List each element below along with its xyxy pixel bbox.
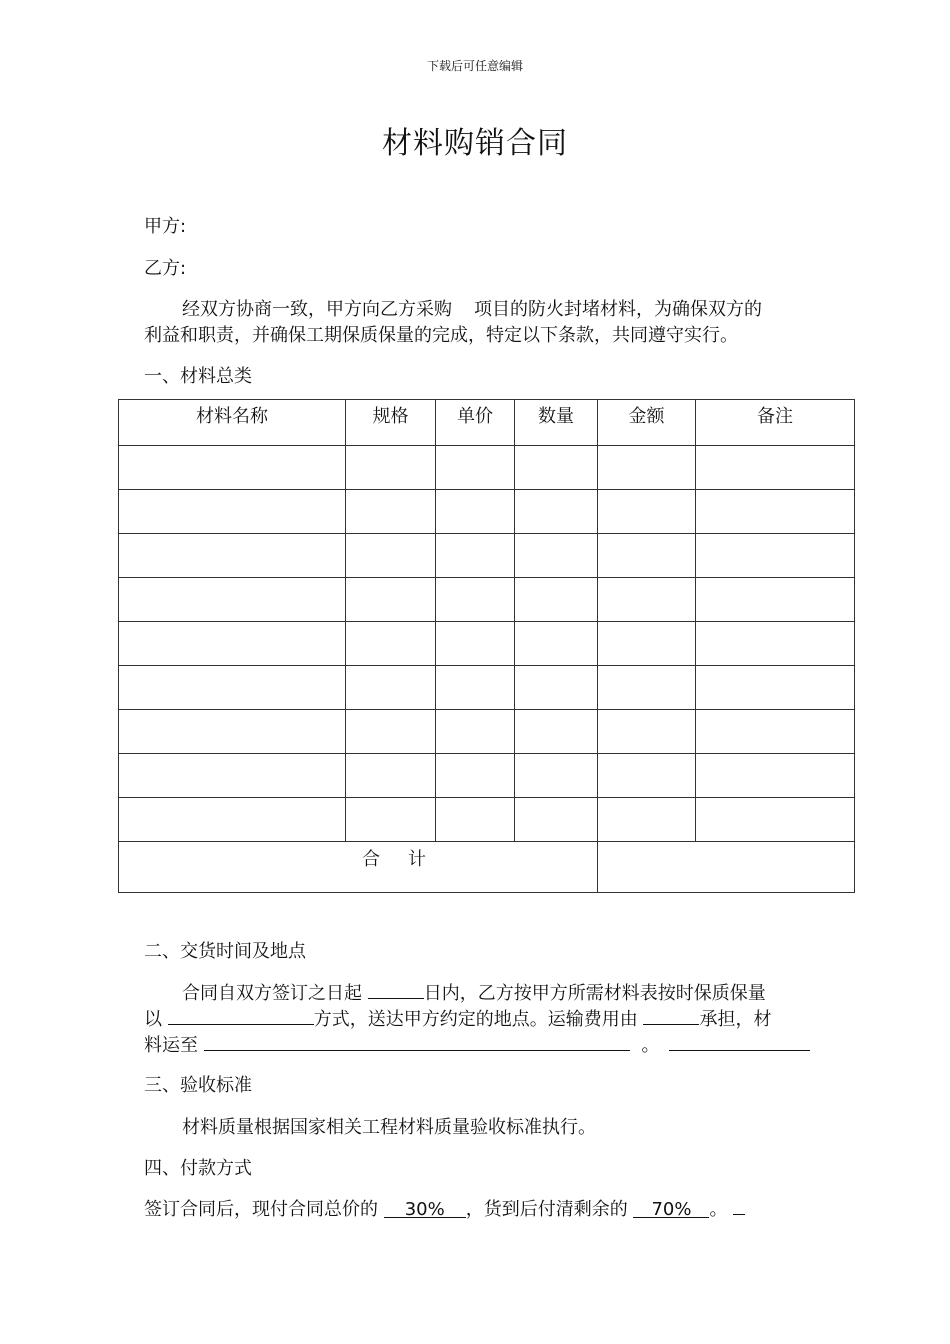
table-cell[interactable] <box>515 490 598 534</box>
table-cell[interactable] <box>515 754 598 798</box>
table-cell[interactable] <box>119 798 346 842</box>
column-header-name: 材料名称 <box>119 400 346 446</box>
delivery-text-f: 料运至 <box>144 1035 198 1056</box>
table-cell[interactable] <box>515 446 598 490</box>
table-cell[interactable] <box>515 578 598 622</box>
delivery-extra-blank[interactable] <box>669 1032 810 1051</box>
column-header-spec: 规格 <box>346 400 436 446</box>
column-header-remarks: 备注 <box>696 400 855 446</box>
table-cell[interactable] <box>436 754 515 798</box>
section-2-heading: 二、交货时间及地点 <box>144 941 306 962</box>
section-1-heading: 一、材料总类 <box>144 366 252 387</box>
table-cell[interactable] <box>346 754 436 798</box>
table-cell[interactable] <box>346 534 436 578</box>
materials-table <box>118 399 855 893</box>
payment-text-b: ，货到后付清剩余的 <box>465 1199 628 1220</box>
table-cell[interactable] <box>598 666 696 710</box>
table-row <box>119 710 855 754</box>
intro-line-2: 利益和职责，并确保工期保质保量的完成，特定以下条款，共同遵守实行。 <box>144 325 738 346</box>
column-header-unit-price: 单价 <box>436 400 515 446</box>
table-cell[interactable] <box>119 754 346 798</box>
table-cell[interactable] <box>436 446 515 490</box>
table-row <box>119 798 855 842</box>
table-cell[interactable] <box>515 622 598 666</box>
delivery-line-2 <box>144 1005 771 1031</box>
table-cell[interactable] <box>598 578 696 622</box>
table-cell[interactable] <box>436 534 515 578</box>
intro-line-1 <box>144 295 762 321</box>
freight-payer-blank[interactable] <box>643 1006 699 1025</box>
column-header-quantity: 数量 <box>515 400 598 446</box>
table-cell[interactable] <box>598 490 696 534</box>
intro-text-a: 经双方协商一致，甲方向乙方采购 <box>182 299 452 320</box>
table-cell[interactable] <box>515 798 598 842</box>
table-cell[interactable] <box>598 622 696 666</box>
table-cell[interactable] <box>346 446 436 490</box>
delivery-text-a: 合同自双方签订之日起 <box>182 983 362 1004</box>
table-cell[interactable] <box>598 710 696 754</box>
table-row <box>119 666 855 710</box>
section-4-heading: 四、付款方式 <box>144 1158 252 1179</box>
payment-text-a: 签订合同后，现付合同总价的 <box>144 1199 378 1220</box>
payment-line <box>144 1195 745 1221</box>
table-cell[interactable] <box>436 798 515 842</box>
table-cell[interactable] <box>436 622 515 666</box>
table-cell[interactable] <box>515 666 598 710</box>
payment-extra-blank[interactable] <box>733 1196 745 1215</box>
delivery-line-1 <box>144 979 766 1005</box>
acceptance-text: 材料质量根据国家相关工程材料质量验收标准执行。 <box>182 1117 596 1138</box>
table-cell[interactable] <box>696 490 855 534</box>
table-cell[interactable] <box>696 534 855 578</box>
table-cell[interactable] <box>346 798 436 842</box>
delivery-days-blank[interactable] <box>368 980 424 999</box>
delivery-method-blank[interactable] <box>168 1006 314 1025</box>
document-title: 材料购销合同 <box>382 126 568 161</box>
table-row <box>119 446 855 490</box>
table-cell[interactable] <box>346 666 436 710</box>
table-cell[interactable] <box>346 622 436 666</box>
table-cell[interactable] <box>119 534 346 578</box>
table-cell[interactable] <box>696 754 855 798</box>
party-b-label: 乙方: <box>144 258 187 279</box>
table-cell[interactable] <box>696 798 855 842</box>
table-cell[interactable] <box>346 710 436 754</box>
table-cell[interactable] <box>436 710 515 754</box>
total-value-cell[interactable] <box>598 842 855 893</box>
table-cell[interactable] <box>696 446 855 490</box>
table-cell[interactable] <box>696 578 855 622</box>
table-cell[interactable] <box>696 666 855 710</box>
table-row <box>119 622 855 666</box>
section-3-heading: 三、验收标准 <box>144 1075 252 1096</box>
header-note: 下载后可任意编辑 <box>426 59 523 73</box>
table-header-row <box>119 400 855 446</box>
delivery-line-3 <box>144 1031 810 1057</box>
table-total-row <box>119 842 855 893</box>
intro-text-b: 项目的防火封堵材料，为确保双方的 <box>474 299 762 320</box>
delivery-text-g: 。 <box>641 1035 660 1056</box>
table-row <box>119 490 855 534</box>
table-cell[interactable] <box>346 490 436 534</box>
table-row <box>119 754 855 798</box>
table-body <box>119 446 855 842</box>
table-cell[interactable] <box>515 534 598 578</box>
table-row <box>119 534 855 578</box>
table-cell[interactable] <box>119 578 346 622</box>
payment-text-c: 。 <box>709 1199 728 1220</box>
upfront-percent-field[interactable]: 30% <box>384 1199 466 1218</box>
table-cell[interactable] <box>436 666 515 710</box>
table-cell[interactable] <box>696 622 855 666</box>
table-cell[interactable] <box>696 710 855 754</box>
table-cell[interactable] <box>119 622 346 666</box>
column-header-amount: 金额 <box>598 400 696 446</box>
remaining-percent-field[interactable]: 70% <box>633 1199 709 1218</box>
table-cell[interactable] <box>515 710 598 754</box>
party-a-label: 甲方: <box>144 216 187 237</box>
table-row <box>119 578 855 622</box>
table-cell[interactable] <box>119 710 346 754</box>
delivery-text-d: 方式，送达甲方约定的地点。运输费用由 <box>313 1009 638 1030</box>
table-cell[interactable] <box>598 754 696 798</box>
delivery-text-b: 日内，乙方按甲方所需材料表按时保质保量 <box>423 983 766 1004</box>
delivery-text-c: 以 <box>144 1009 162 1030</box>
table-cell[interactable] <box>598 798 696 842</box>
table-cell[interactable] <box>119 446 346 490</box>
table-cell[interactable] <box>346 578 436 622</box>
table-cell[interactable] <box>598 446 696 490</box>
table-cell[interactable] <box>436 578 515 622</box>
delivery-location-blank[interactable] <box>204 1032 630 1051</box>
table-cell[interactable] <box>436 490 515 534</box>
delivery-text-e: 承担，材 <box>699 1009 772 1030</box>
total-label: 合计 <box>119 842 598 893</box>
table-cell[interactable] <box>598 534 696 578</box>
table-cell[interactable] <box>119 666 346 710</box>
table-cell[interactable] <box>119 490 346 534</box>
